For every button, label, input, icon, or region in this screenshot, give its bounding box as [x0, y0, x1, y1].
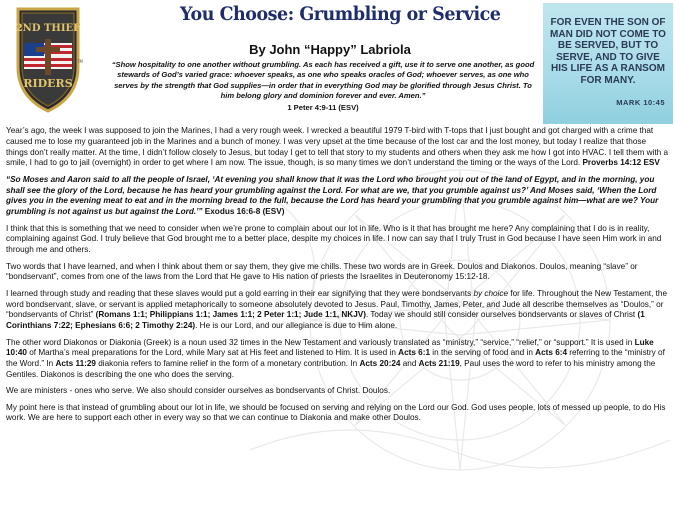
- logo-tm: TM: [77, 59, 83, 64]
- paragraph-text: I learned through study and reading that these slaves would put a gold earring in their ear signifying that they were bondservants: [6, 288, 474, 298]
- scripture-ref: Acts 21:19: [418, 359, 460, 369]
- paragraph-3: I think that this is something that we need to consider when we’re prone to complain about our lot in life. Who is it that has brought me here? Any complaining that I do is in reality, complaining against God. I truly believe that God brought me to a better place, despite my choices in life. I now can say that I truly Trust in God because I have seen Him work in and through me and others.: [6, 223, 662, 255]
- paragraph-text: diakonia refers to famine relief in the form of a monetary contribution. In: [95, 359, 360, 369]
- scripture-ref: (1 Corinthians 7:22; Ephesians 6:6; 2 Timothy 2:24): [6, 310, 645, 331]
- paragraph-text: of Martha’s meal preparations for the Lord, while Mary sat at His feet and listened to Him. It is used in: [26, 348, 399, 358]
- paragraph-text: . Today we should still consider ourselves bondservants or slaves of Christ: [365, 310, 638, 320]
- scripture-ref: Proverbs 14:12 ESV: [582, 158, 660, 168]
- paragraph-2: [6, 175, 670, 218]
- scripture-ref: Acts 6:1: [398, 348, 431, 358]
- logo-top-text: 2ND THIEF: [15, 23, 81, 34]
- paragraph-text: and: [400, 359, 419, 369]
- paragraph-6: [6, 338, 670, 381]
- scripture-ref: Acts 20:24: [359, 359, 401, 369]
- paragraph-text: Year’s ago, the week I was supposed to join the Marines, I had a very rough week. I wrecked a beautiful 1979 T-bird with T-tops that I just bought and got charged with a crime that caused me to lose my guaranteed job in the Marines and a bunch of money. I was very upset at the time because of the lost car and the lost money, but today I realize that those things don’t really matter. At the time, I didn’t follow closely to Jesus, but today I get to tell that story to my students and others when they ask me how I got into HVAC. I tell them with a smile, I had to go to jail (overnight) in order to get where I am now. The issue, though, is so many times we don’t understand the timing or the ways of the Lord.: [6, 126, 668, 168]
- paragraph-5: [6, 289, 670, 332]
- paragraph-4: Two words that I have learned, and when I think about them or say them, they give me chills. These two words are in Greek. Doulos and Diakonos. Doulos, meaning “slave” or “bondservant”, comes from one of the laws from the Lord that He gave to His nation of priests the Israelites in Deuteronomy 15:12-18.: [6, 261, 638, 282]
- scripture-quote-ref: 1 Peter 4:9-11 (ESV): [287, 103, 359, 112]
- scripture-quote: “Show hospitality to one another without grumbling. As each has received a gift, use it to serve one another, as good stewards of God’s varied grace: whoever speaks, as one who speaks oracles of God; whoever serves, as one who serves by the strength that God supplies—in order that in everything God may be glorified through Jesus Christ. To him belong glory and dominion forever and ever. Amen.”: [111, 60, 535, 100]
- paragraph-text: The other word Diakonos or Diakonia (Greek) is a noun used 32 times in the New Testament and variously translated as “ministry,” “service,” “relief,” or “support.” It is used in: [6, 337, 635, 347]
- scripture-ref: Acts 6:4: [535, 348, 568, 358]
- paragraph-text: . He is our Lord, and our allegiance is due to Him alone.: [195, 321, 398, 331]
- emphasis-text: by choice: [473, 288, 509, 298]
- scripture-ref: Exodus 16:6-8 (ESV): [204, 207, 285, 217]
- paragraph-text: in the serving of food and in: [430, 348, 536, 358]
- verse-ref: MARK 10:45: [616, 98, 665, 107]
- thief-riders-logo: [14, 5, 82, 115]
- paragraph-8: My point here is that instead of grumbling about our lot in life, we should be focused on serving and relying on the Lord our God. God uses people, lots of messed up people, to do His work. We are here to support each other in every way so that we can continue to Diakonia and make other Doulos.: [6, 402, 666, 423]
- paragraph-text: , Paul uses the word to refer to his ministry among the Gentiles. Diakonos is describing the one who does the serving.: [6, 359, 656, 379]
- article-body: [6, 126, 670, 430]
- paragraph-1: [6, 126, 670, 169]
- page-title: You Choose: Grumbling or Service: [180, 3, 501, 25]
- verse-image: [543, 3, 673, 124]
- scripture-ref: (Romans 1:1; Philippians 1:1; James 1:1; 2 Peter 1:1; Jude 1:1, NKJV): [95, 310, 366, 320]
- scripture-ref: Acts 11:29: [55, 359, 96, 369]
- paragraph-7: We are ministers - ones who serve. We also should consider ourselves as bondservants of Christ. Doulos.: [6, 386, 391, 396]
- logo-bottom-text: RIDERS: [23, 77, 73, 90]
- paragraph-text: referring to the “ministry of the Word.” In: [6, 348, 665, 369]
- scripture-ref: Luke 10:40: [6, 337, 654, 358]
- verse-text: FOR EVEN THE SON OF MAN DID NOT COME TO BE SERVED, BUT TO SERVE, AND TO GIVE HIS LIFE AS A RANSOM FOR MANY.: [550, 17, 666, 86]
- paragraph-text: for life. Throughout the New Testament, the word bondservant, slave, or servant is applied metaphorically to someone absolutely devoted to Jesus. Paul, Timothy, James, Peter, and Jude all describe themselves as “Doulos,” or “bondservants of Christ”: [6, 288, 668, 320]
- author-line: By John “Happy” Labriola: [249, 42, 411, 57]
- scripture-quote-exodus: “So Moses and Aaron said to all the people of Israel, ‘At evening you shall know that it was the Lord who brought you out of the land of Egypt, and in the morning, you shall see the glory of the Lord, because he has heard your grumbling against the Lord. For what are we, that you grumble against us?’ And Moses said, ‘When the Lord gives you in the evening meat to eat and in the morning bread to the full, because the Lord has heard your grumbling that you grumble against him—what are we? Your grumbling is not against us but against the Lord.’”: [6, 174, 659, 217]
